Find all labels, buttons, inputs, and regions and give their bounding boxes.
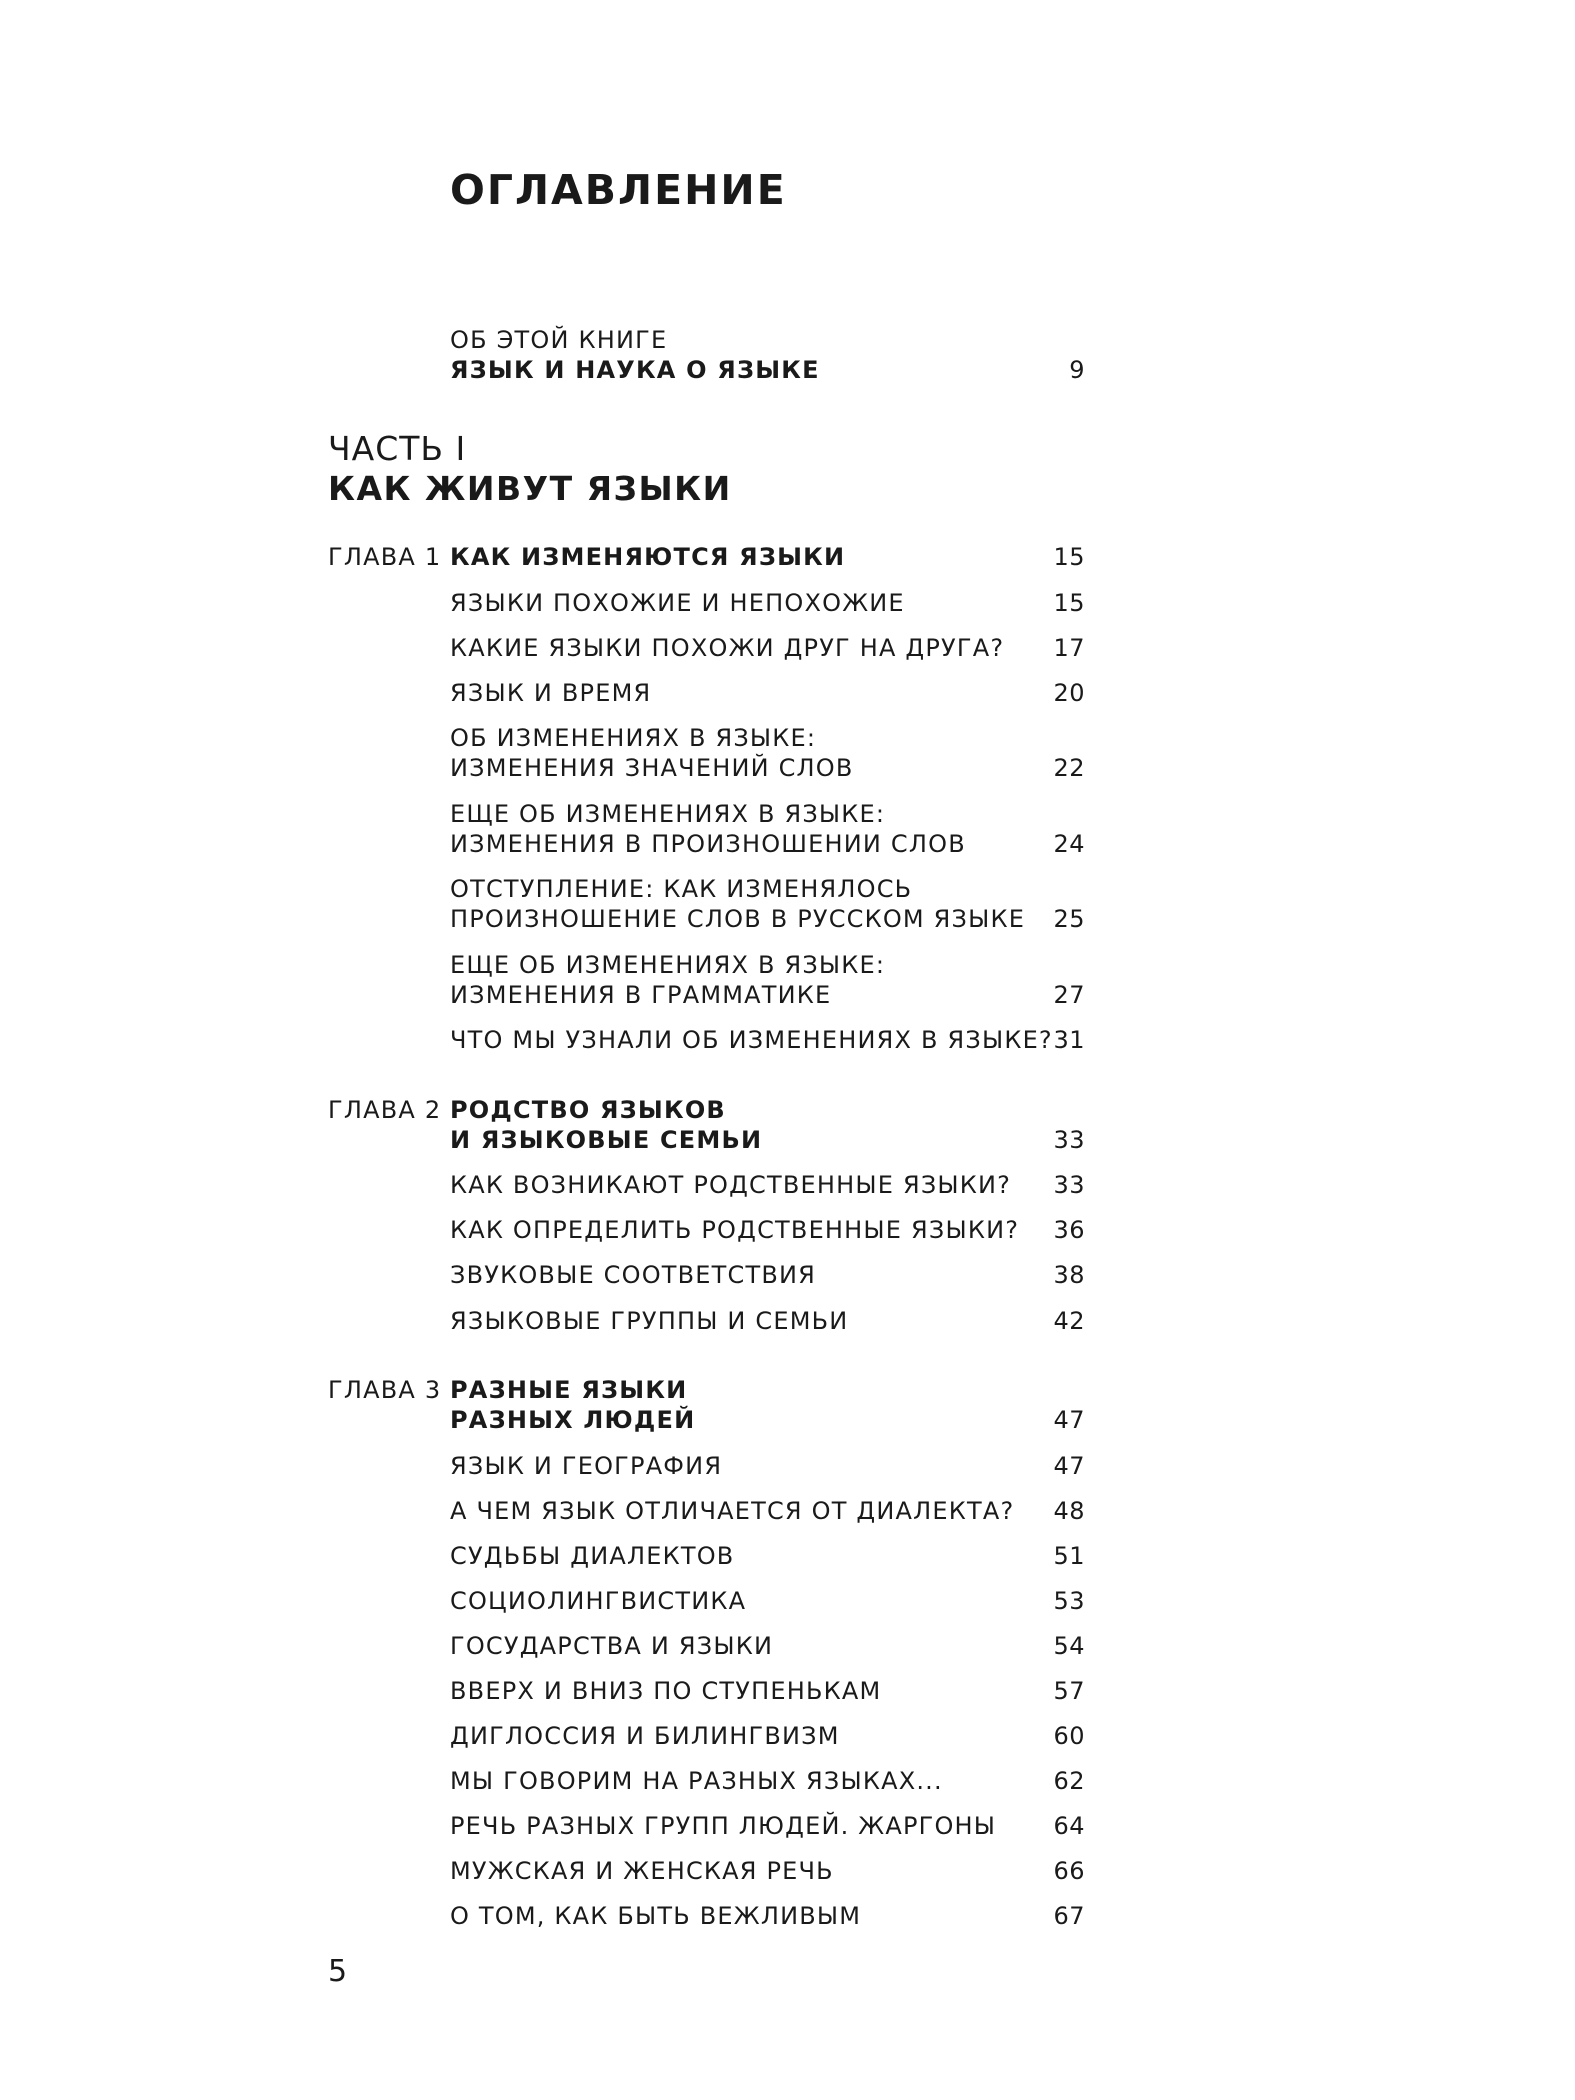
chapter-1-page: 15 — [1053, 543, 1085, 571]
page-number: 5 — [328, 1954, 348, 1989]
toc-entry: ИЗМЕНЕНИЯ ЗНАЧЕНИЙ СЛОВ — [450, 754, 854, 782]
toc-entry: ДИГЛОССИЯ И БИЛИНГВИЗМ — [450, 1722, 840, 1750]
chapter-3-page: 47 — [1053, 1406, 1085, 1434]
toc-entry: ОБ ИЗМЕНЕНИЯХ В ЯЗЫКЕ: — [450, 724, 817, 752]
toc-entry: ЯЗЫК И ГЕОГРАФИЯ — [450, 1452, 723, 1480]
toc-entry-page: 51 — [1053, 1542, 1085, 1570]
toc-entry: МЫ ГОВОРИМ НА РАЗНЫХ ЯЗЫКАХ... — [450, 1767, 943, 1795]
part-title: КАК ЖИВУТ ЯЗЫКИ — [328, 469, 732, 508]
toc-entry: КАК ВОЗНИКАЮТ РОДСТВЕННЫЕ ЯЗЫКИ? — [450, 1171, 1012, 1199]
toc-entry-page: 31 — [1053, 1026, 1085, 1054]
toc-entry: ЕЩЕ ОБ ИЗМЕНЕНИЯХ В ЯЗЫКЕ: — [450, 800, 886, 828]
part-label: ЧАСТЬ I — [328, 429, 467, 468]
intro-page: 9 — [1069, 356, 1085, 384]
toc-entry-page: 20 — [1053, 679, 1085, 707]
toc-entry: МУЖСКАЯ И ЖЕНСКАЯ РЕЧЬ — [450, 1857, 834, 1885]
toc-entry-page: 42 — [1053, 1307, 1085, 1335]
chapter-2-title: РОДСТВО ЯЗЫКОВ — [450, 1096, 726, 1124]
toc-entry-page: 62 — [1053, 1767, 1085, 1795]
toc-entry-page: 48 — [1053, 1497, 1085, 1525]
toc-entry-page: 27 — [1053, 981, 1085, 1009]
toc-entry: ЯЗЫК И ВРЕМЯ — [450, 679, 652, 707]
toc-entry: ЯЗЫКИ ПОХОЖИЕ И НЕПОХОЖИЕ — [450, 589, 905, 617]
toc-entry: ВВЕРХ И ВНИЗ ПО СТУПЕНЬКАМ — [450, 1677, 882, 1705]
toc-entry-page: 33 — [1053, 1171, 1085, 1199]
toc-entry-page: 15 — [1053, 589, 1085, 617]
toc-entry: А ЧЕМ ЯЗЫК ОТЛИЧАЕТСЯ ОТ ДИАЛЕКТА? — [450, 1497, 1015, 1525]
toc-entry-page: 53 — [1053, 1587, 1085, 1615]
toc-entry-page: 36 — [1053, 1216, 1085, 1244]
toc-entry: ОТСТУПЛЕНИЕ: КАК ИЗМЕНЯЛОСЬ — [450, 875, 913, 903]
chapter-2-title: И ЯЗЫКОВЫЕ СЕМЬИ — [450, 1126, 763, 1154]
toc-entry-page: 66 — [1053, 1857, 1085, 1885]
chapter-1-title: КАК ИЗМЕНЯЮТСЯ ЯЗЫКИ — [450, 543, 846, 571]
toc-entry-page: 17 — [1053, 634, 1085, 662]
toc-entry-page: 54 — [1053, 1632, 1085, 1660]
toc-entry: СУДЬБЫ ДИАЛЕКТОВ — [450, 1542, 735, 1570]
toc-entry-page: 60 — [1053, 1722, 1085, 1750]
intro-label: ОБ ЭТОЙ КНИГЕ — [450, 326, 668, 354]
chapter-2-page: 33 — [1053, 1126, 1085, 1154]
toc-entry: ЕЩЕ ОБ ИЗМЕНЕНИЯХ В ЯЗЫКЕ: — [450, 951, 886, 979]
toc-entry: О ТОМ, КАК БЫТЬ ВЕЖЛИВЫМ — [450, 1902, 862, 1930]
toc-entry: ИЗМЕНЕНИЯ В ПРОИЗНОШЕНИИ СЛОВ — [450, 830, 966, 858]
toc-entry: ЧТО МЫ УЗНАЛИ ОБ ИЗМЕНЕНИЯХ В ЯЗЫКЕ? — [450, 1026, 1053, 1054]
toc-entry-page: 57 — [1053, 1677, 1085, 1705]
toc-entry: ГОСУДАРСТВА И ЯЗЫКИ — [450, 1632, 774, 1660]
toc-entry: КАКИЕ ЯЗЫКИ ПОХОЖИ ДРУГ НА ДРУГА? — [450, 634, 1005, 662]
toc-entry: ЗВУКОВЫЕ СООТВЕТСТВИЯ — [450, 1261, 817, 1289]
toc-entry-page: 24 — [1053, 830, 1085, 858]
toc-entry: ПРОИЗНОШЕНИЕ СЛОВ В РУССКОМ ЯЗЫКЕ — [450, 905, 1026, 933]
toc-entry-page: 38 — [1053, 1261, 1085, 1289]
page-title: ОГЛАВЛЕНИЕ — [450, 166, 787, 214]
toc-entry: ИЗМЕНЕНИЯ В ГРАММАТИКЕ — [450, 981, 832, 1009]
toc-entry: СОЦИОЛИНГВИСТИКА — [450, 1587, 747, 1615]
toc-entry-page: 67 — [1053, 1902, 1085, 1930]
chapter-3-label: ГЛАВА 3 — [328, 1376, 442, 1404]
intro-title: ЯЗЫК И НАУКА О ЯЗЫКЕ — [450, 356, 820, 384]
chapter-2-label: ГЛАВА 2 — [328, 1096, 442, 1124]
toc-entry-page: 25 — [1053, 905, 1085, 933]
toc-entry-page: 47 — [1053, 1452, 1085, 1480]
toc-entry: ЯЗЫКОВЫЕ ГРУППЫ И СЕМЬИ — [450, 1307, 849, 1335]
chapter-1-label: ГЛАВА 1 — [328, 543, 442, 571]
chapter-3-title: РАЗНЫЕ ЯЗЫКИ — [450, 1376, 688, 1404]
toc-entry: КАК ОПРЕДЕЛИТЬ РОДСТВЕННЫЕ ЯЗЫКИ? — [450, 1216, 1020, 1244]
toc-entry-page: 22 — [1053, 754, 1085, 782]
toc-entry: РЕЧЬ РАЗНЫХ ГРУПП ЛЮДЕЙ. ЖАРГОНЫ — [450, 1812, 997, 1840]
toc-entry-page: 64 — [1053, 1812, 1085, 1840]
chapter-3-title: РАЗНЫХ ЛЮДЕЙ — [450, 1406, 696, 1434]
